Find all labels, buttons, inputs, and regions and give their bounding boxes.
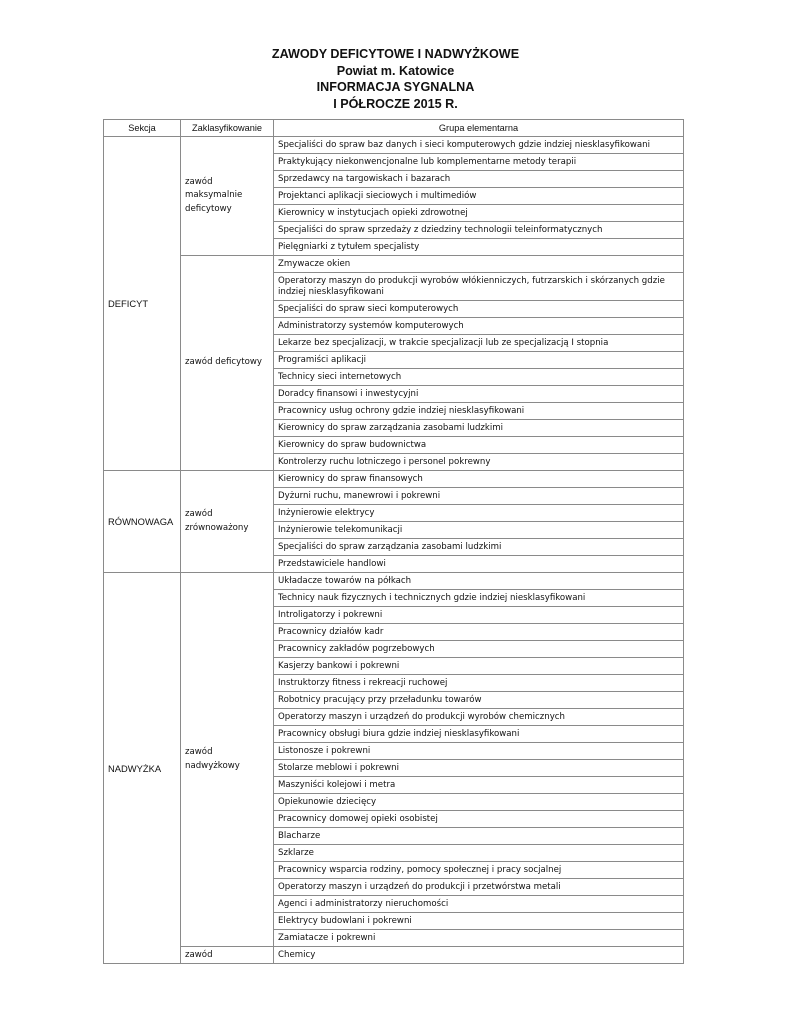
table-header-row [104,120,684,137]
grupa-elementarna-cell: Listonosze i pokrewni [274,743,684,760]
grupa-elementarna-cell: Kierownicy do spraw finansowych [274,471,684,488]
zaklasyfikowanie-cell: zawód maksymalnie deficytowy [181,137,274,256]
grupa-elementarna-cell: Administratorzy systemów komputerowych [274,318,684,335]
grupa-elementarna-cell: Stolarze meblowi i pokrewni [274,760,684,777]
grupa-elementarna-cell: Pracownicy wsparcia rodziny, pomocy społecznej i pracy socjalnej [274,862,684,879]
grupa-elementarna-cell: Programiści aplikacji [274,352,684,369]
grupa-elementarna-cell: Robotnicy pracujący przy przeładunku towarów [274,692,684,709]
grupa-elementarna-cell: Pracownicy usług ochrony gdzie indziej niesklasyfikowani [274,403,684,420]
table-row [104,137,684,154]
grupa-elementarna-cell: Introligatorzy i pokrewni [274,607,684,624]
grupa-elementarna-cell: Kierownicy do spraw budownictwa [274,437,684,454]
grupa-elementarna-cell: Specjaliści do spraw zarządzania zasobami ludzkimi [274,539,684,556]
grupa-elementarna-cell: Opiekunowie dziecięcy [274,794,684,811]
grupa-elementarna-cell: Praktykujący niekonwencjonalne lub komplementarne metody terapii [274,154,684,171]
title-line-3: INFORMACJA SYGNALNA [316,80,475,94]
table-row [104,256,684,273]
header-grupa-elementarna: Grupa elementarna [274,120,684,137]
grupa-elementarna-cell: Blacharze [274,828,684,845]
grupa-elementarna-cell: Przedstawiciele handlowi [274,556,684,573]
grupa-elementarna-cell: Inżynierowie elektrycy [274,505,684,522]
sekcja-cell: DEFICYT [104,137,181,471]
document-title [0,46,791,112]
table-row [104,573,684,590]
grupa-elementarna-cell: Pracownicy zakładów pogrzebowych [274,641,684,658]
header-sekcja: Sekcja [104,120,181,137]
grupa-elementarna-cell: Szklarze [274,845,684,862]
grupa-elementarna-cell: Technicy nauk fizycznych i technicznych gdzie indziej niesklasyfikowani [274,590,684,607]
title-line-1: ZAWODY DEFICYTOWE I NADWYŻKOWE [271,47,520,61]
grupa-elementarna-cell: Specjaliści do spraw baz danych i sieci komputerowych gdzie indziej niesklasyfikowani [274,137,684,154]
grupa-elementarna-cell: Zamiatacze i pokrewni [274,930,684,947]
title-line-4: I PÓŁROCZE 2015 R. [333,96,458,111]
grupa-elementarna-cell: Pielęgniarki z tytułem specjalisty [274,239,684,256]
grupa-elementarna-cell: Chemicy [274,947,684,964]
grupa-elementarna-cell: Specjaliści do spraw sprzedaży z dziedziny technologii teleinformatycznych [274,222,684,239]
grupa-elementarna-cell: Zmywacze okien [274,256,684,273]
grupa-elementarna-cell: Układacze towarów na półkach [274,573,684,590]
grupa-elementarna-cell: Projektanci aplikacji sieciowych i multimediów [274,188,684,205]
grupa-elementarna-cell: Kontrolerzy ruchu lotniczego i personel pokrewny [274,454,684,471]
header-zaklasyfikowanie: Zaklasyfikowanie [181,120,274,137]
title-line-2: Powiat m. Katowice [336,63,455,78]
grupa-elementarna-cell: Sprzedawcy na targowiskach i bazarach [274,171,684,188]
grupa-elementarna-cell: Pracownicy domowej opieki osobistej [274,811,684,828]
table-body [104,137,684,964]
grupa-elementarna-cell: Technicy sieci internetowych [274,369,684,386]
grupa-elementarna-cell: Maszyniści kolejowi i metra [274,777,684,794]
grupa-elementarna-cell: Kierownicy w instytucjach opieki zdrowotnej [274,205,684,222]
grupa-elementarna-cell: Instruktorzy fitness i rekreacji ruchowej [274,675,684,692]
occupations-table [103,119,684,964]
zaklasyfikowanie-cell: zawód deficytowy [181,256,274,471]
grupa-elementarna-cell: Agenci i administratorzy nieruchomości [274,896,684,913]
zaklasyfikowanie-cell: zawód [181,947,274,964]
table-row [104,471,684,488]
grupa-elementarna-cell: Doradcy finansowi i inwestycyjni [274,386,684,403]
grupa-elementarna-cell: Operatorzy maszyn i urządzeń do produkcji wyrobów chemicznych [274,709,684,726]
grupa-elementarna-cell: Operatorzy maszyn do produkcji wyrobów włókienniczych, futrzarskich i skórzanych gdzie indziej niesklasyfikowani [274,273,684,301]
grupa-elementarna-cell: Elektrycy budowlani i pokrewni [274,913,684,930]
grupa-elementarna-cell: Dyżurni ruchu, manewrowi i pokrewni [274,488,684,505]
grupa-elementarna-cell: Lekarze bez specjalizacji, w trakcie specjalizacji lub ze specjalizacją I stopnia [274,335,684,352]
grupa-elementarna-cell: Pracownicy obsługi biura gdzie indziej niesklasyfikowani [274,726,684,743]
zaklasyfikowanie-cell: zawód zrównoważony [181,471,274,573]
sekcja-cell: NADWYŻKA [104,573,181,964]
grupa-elementarna-cell: Pracownicy działów kadr [274,624,684,641]
table-row [104,947,684,964]
zaklasyfikowanie-cell: zawód nadwyżkowy [181,573,274,947]
grupa-elementarna-cell: Kasjerzy bankowi i pokrewni [274,658,684,675]
grupa-elementarna-cell: Specjaliści do spraw sieci komputerowych [274,301,684,318]
grupa-elementarna-cell: Inżynierowie telekomunikacji [274,522,684,539]
grupa-elementarna-cell: Operatorzy maszyn i urządzeń do produkcji i przetwórstwa metali [274,879,684,896]
grupa-elementarna-cell: Kierownicy do spraw zarządzania zasobami ludzkimi [274,420,684,437]
sekcja-cell: RÓWNOWAGA [104,471,181,573]
